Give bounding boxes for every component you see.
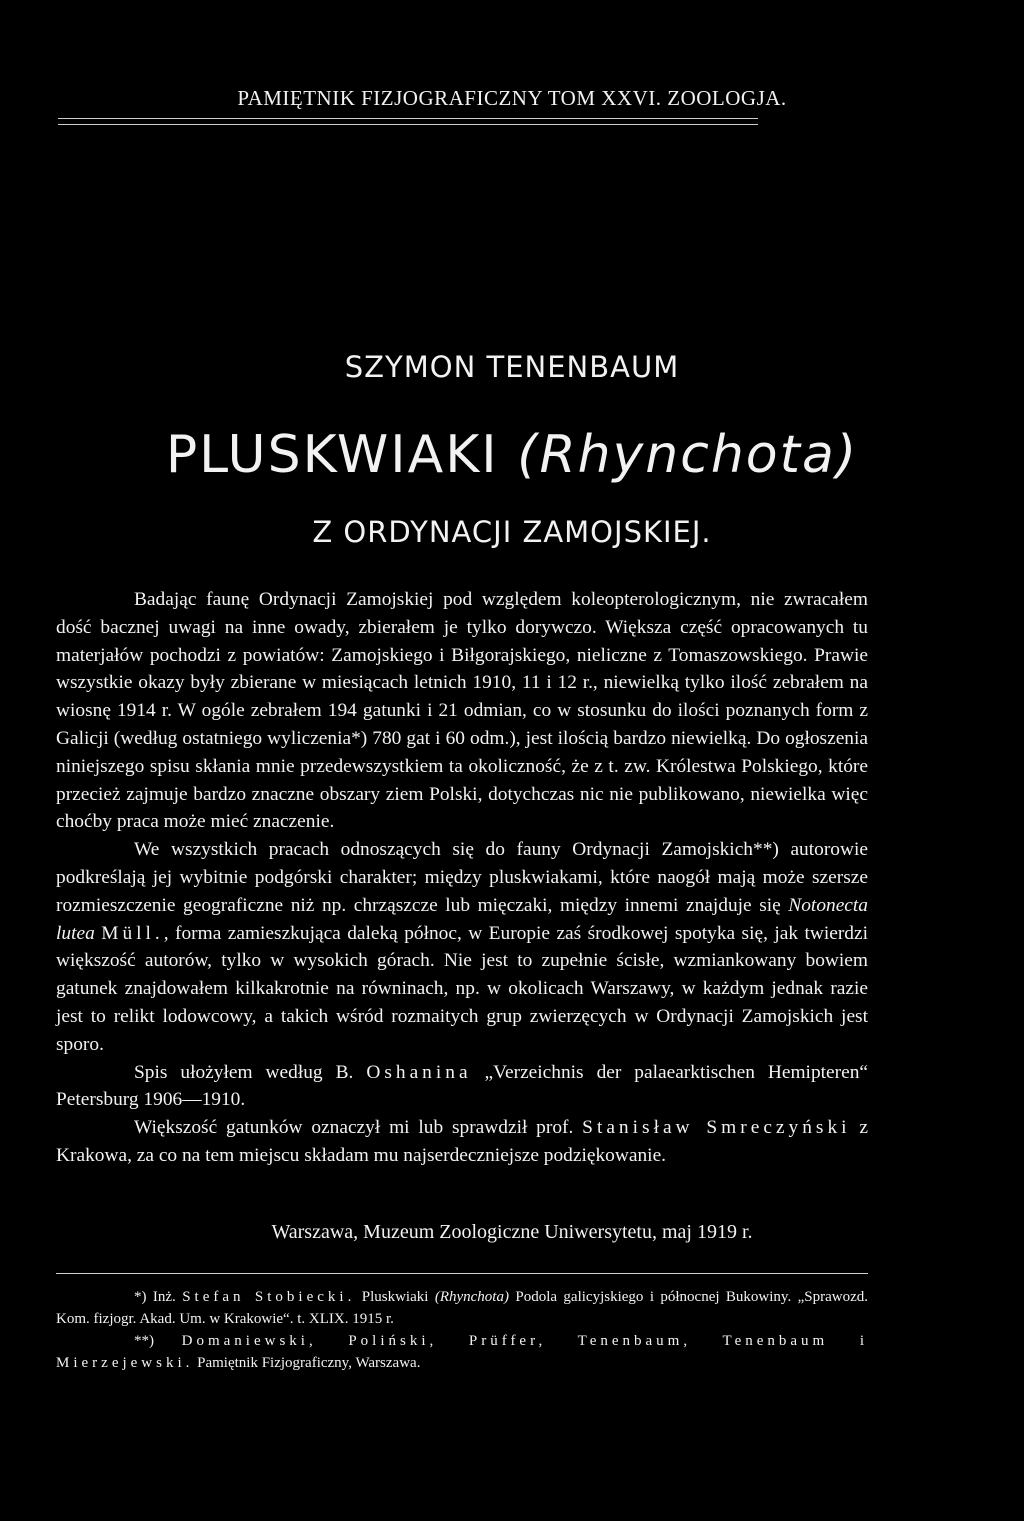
paragraph-1: Badając faunę Ordynacji Zamojskiej pod względem koleopterologicznym, nie zwracałem dość bacznej uwagi na inne owady, zbierałem je tylko dorywczo. Większa część opracowanych tu materjałów pochodzi z powiatów: Zamojskiego i Biłgorajskiego, nieliczne z Tomaszowskiego. Prawie wszystkie okazy były zbierane w miesiącach letnich 1910, 11 i 12 r., niewielką tylko ilość zebrałem na wiosnę 1914 r. W ogóle zebrałem 194 gatunki i 21 odmian, co w stosunku do ilości poznanych form z Galicji (według ostatniego wyliczenia*) 780 gat i 60 odm.), jest ilością bardzo niewielką. Do ogłoszenia niniejszego spisu skłania mnie przedewszystkiem ta okoliczność, że z t. zw. Królestwa Polskiego, które przecież zajmuje bardzo znaczne obszary ziem Polski, dotychczas nic nie publikowano, niewielka więc choćby praca może mieć znaczenie. xyxy=(56,589,868,833)
footnote-1-latin: (Rhynchota) xyxy=(434,1289,509,1305)
paragraph-4-text-b: z Krakowa, za co na tem miejscu składam mu najserdeczniejsze podziękowanie. xyxy=(56,1117,868,1166)
paragraph-2-text-b: , forma zamieszkująca daleką północ, w Europie zaś środkowej spotyka się, jak twierdzi większość autorów, tylko w wysokich górach. Nie jest to zupełnie ścisłe, wzmiankowany bowiem gatunek znajdowałem kilkakrotnie na równinach, np. w okolicach Warszawy, w każdym jednak razie jest to relikt lodowcowy, a takich wśród rozmaitych grup zwierzęcych w Ordynacji Zamojskich jest sporo. xyxy=(56,922,868,1055)
paragraph-3 xyxy=(56,1059,868,1115)
footnote-2-text: Pamiętnik Fizjograficzny, Warszawa. xyxy=(193,1355,421,1371)
species-name: Notonecta lutea xyxy=(56,894,868,944)
footnote-1-text-b: Podola galicyjskiego i północnej Bukowiny. „Sprawozd. Kom. fizjogr. Akad. Um. w Krakowie“. t. XLIX. 1915 r. xyxy=(56,1289,869,1327)
place-and-date: Warszawa, Muzeum Zoologiczne Uniwersytetu, maj 1919 r. xyxy=(271,1221,753,1243)
article-subtitle: Z ORDYNACJI ZAMOJSKIEJ. xyxy=(312,515,712,549)
footnote-2-mark: **) xyxy=(134,1333,182,1349)
title-latin: (Rhynchota) xyxy=(517,425,859,485)
title-main: PLUSKWIAKI xyxy=(165,425,499,485)
species-author: Müll. xyxy=(101,922,164,944)
footnote-separator xyxy=(56,1273,868,1274)
paragraph-2-text-a: We wszystkich pracach odnoszących się do fauny Ordynacji Zamojskich**) autorowie podkreślają jej wybitnie podgórski charakter; między pluskwiakami, które naogół mają może szersze rozmieszczenie geograficzne niż np. chrząszcze lub mięczaki, między innemi znajduje się xyxy=(56,839,868,916)
header-rule-top xyxy=(58,118,758,119)
paragraph-2 xyxy=(56,836,868,1058)
header-rule-bottom xyxy=(58,124,758,125)
paragraph-4-text-a: Większość gatunków oznaczył mi lub sprawdził prof. xyxy=(134,1117,583,1139)
article-title xyxy=(0,425,1024,485)
footnote-1-author: Stefan Stobiecki. xyxy=(182,1289,356,1305)
footnote-2 xyxy=(56,1330,868,1374)
author-name: SZYMON TENENBAUM xyxy=(344,350,680,384)
paragraph-4 xyxy=(56,1114,868,1170)
footnote-1-text-a: Pluskwiaki xyxy=(355,1289,435,1305)
footnote-2-authors: Domaniewski, Poliński, Prüffer, Tenenbaum, Tenenbaum i Mierzejewski. xyxy=(56,1333,868,1371)
paragraph-3-text-b: „Verzeichnis der palaearktischen Hemipteren“ Petersburg 1906—1910. xyxy=(56,1061,868,1111)
running-header: PAMIĘTNIK FIZJOGRAFICZNY TOM XXVI. ZOOLOGJA. xyxy=(237,86,787,110)
footnote-1 xyxy=(56,1286,868,1330)
author-oshanin: Oshanina xyxy=(366,1061,472,1083)
footnotes xyxy=(56,1286,868,1374)
article-body xyxy=(56,586,868,1170)
footnote-1-mark: *) Inż. xyxy=(134,1289,183,1305)
paragraph-3-text-a: Spis ułożyłem według B. xyxy=(134,1061,367,1083)
author-smreczynski: Stanisław Smreczyński xyxy=(582,1117,851,1139)
